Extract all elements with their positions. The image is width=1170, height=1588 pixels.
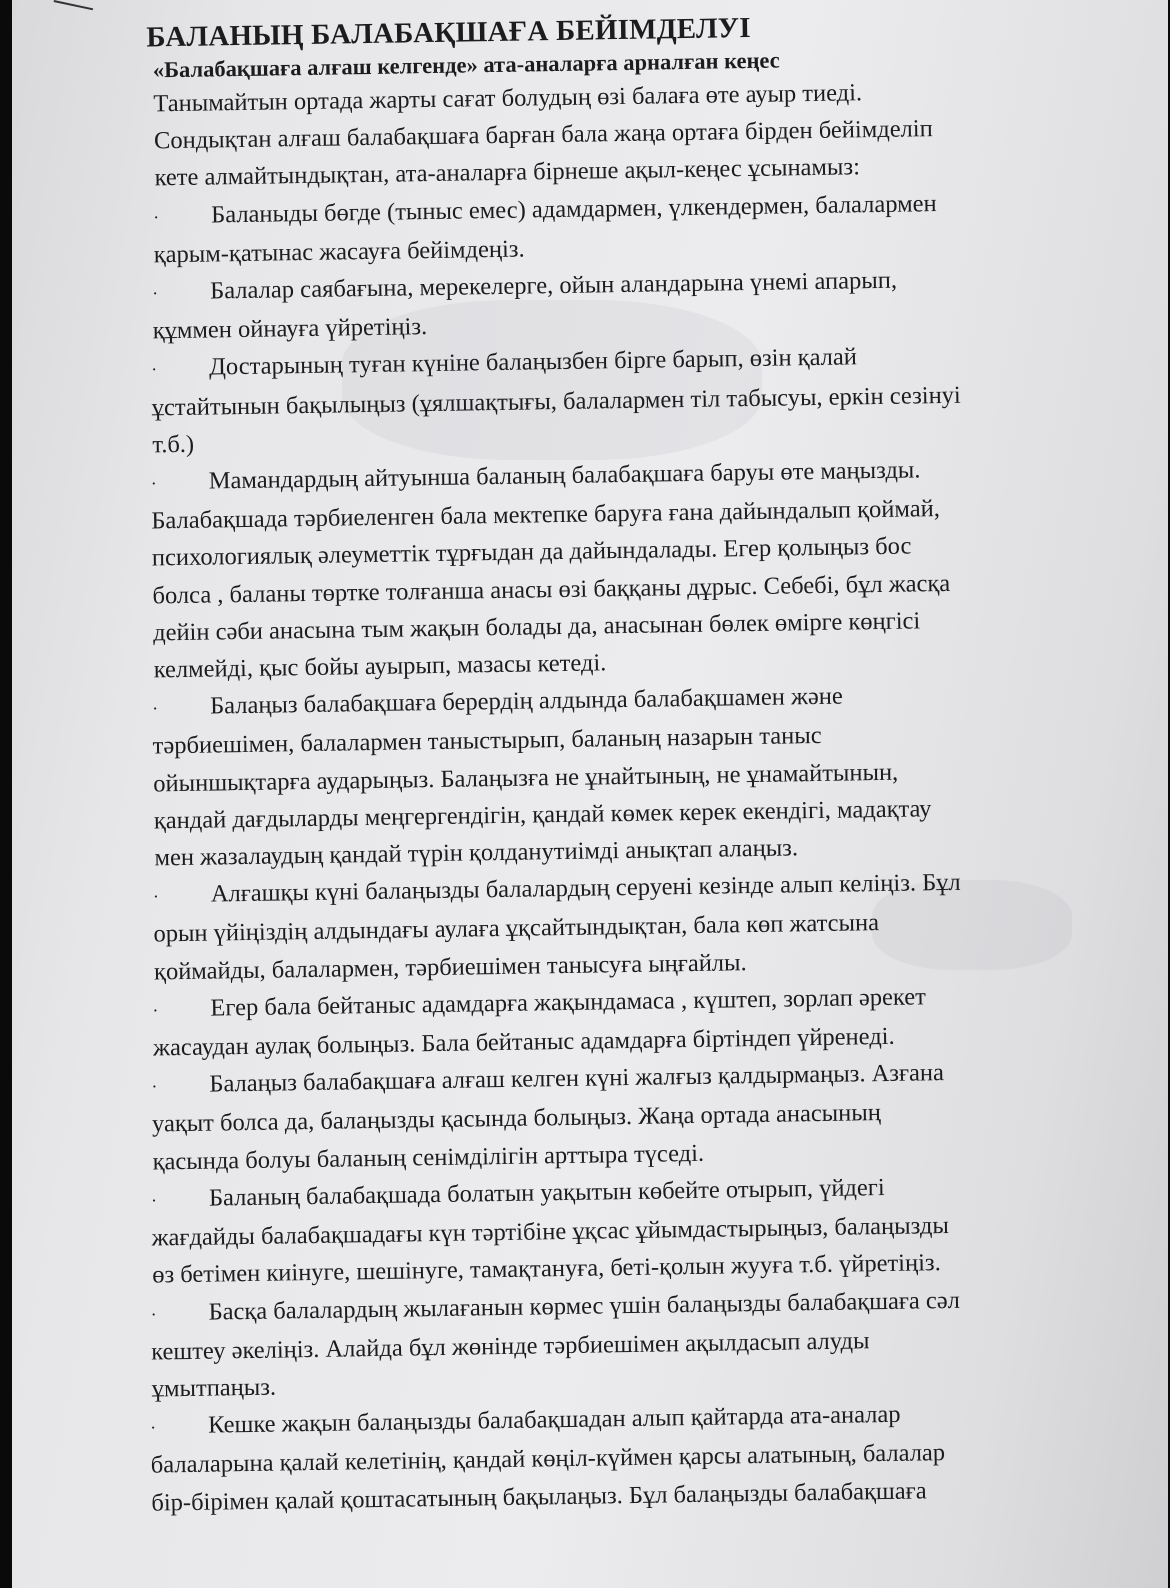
bullet-marker: ·: [152, 283, 159, 304]
advice-item-text: Баланың балабақшада болатын уақытын көбейте отырып, үйдегі: [208, 1173, 885, 1212]
bullet-marker: ·: [153, 206, 160, 227]
advice-item-text: Басқа балалардың жылағанын көрмес үшін балаңызды балабақшаға сәл: [208, 1286, 961, 1326]
intro-line: кете алмайтындықтан, ата-аналарға бірнеше ақыл-кеңес ұсынамыз:: [154, 153, 861, 192]
advice-item: [151, 335, 1119, 464]
advice-list: [115, 182, 1136, 1522]
advice-item-line: тәрбиешімен, балалармен таныстырып, баланың назарын таныс: [152, 722, 822, 760]
advice-item-line: қандай дағдыларды меңгергендігін, қандай көмек керек екендігі, мадақтау: [153, 795, 932, 835]
advice-item-text: Егер бала бейтаныс адамдарға жақындамаса , күштеп, зорлап әрекет: [210, 983, 927, 1022]
corner-mark: [50, 0, 93, 26]
advice-item-line: жағдайды балабақшадағы күн тәртібіне ұқсас ұйымдастырыңыз, балаңызды: [151, 1212, 950, 1252]
intro-line: Сондықтан алғаш балабақшаға барған бала жаңа ортаға бірден бейімделіп: [153, 115, 933, 155]
advice-item-text: Кешке жақын балаңызды балабақшадан алып қайтарда ата-аналар: [207, 1400, 901, 1439]
bullet-marker: ·: [152, 886, 160, 907]
document-title: БАЛАНЫҢ БАЛАБАҚШАҒА БЕЙІМДЕЛУІ: [146, 11, 751, 54]
bullet-marker: ·: [150, 473, 157, 494]
bullet-marker: ·: [151, 359, 158, 380]
advice-item-text: Балаңыз балабақшаға берердің алдында балабақшамен және: [209, 682, 843, 720]
advice-item-line: ұстайтынын бақылыңыз (ұялшақтығы, балалармен тіл табысуы, еркін сезінуі: [151, 381, 961, 422]
bullet-marker: ·: [152, 1000, 159, 1021]
intro-line: Танымайтын ортада жарты сағат болудың өзі балаға өте ауыр тиеді.: [153, 79, 863, 118]
advice-item-text: Балалар саябағына, мерекелерге, ойын аландарына үнемі апарып,: [209, 266, 898, 305]
advice-item-text: Алғашқы күні балаңызды балалардың серуені кезінде алып келіңіз. Бұл: [210, 869, 961, 908]
advice-item-line: дейін сәби анасына тым жақын болады да, анасынан бөлек өмірге көңгісі: [152, 607, 921, 647]
document-body: [112, 0, 1136, 1522]
advice-item: [150, 1392, 1136, 1521]
advice-item-text: Балаңыз балабақшаға алғаш келген күні жалғыз қалдырмаңыз. Азғана: [209, 1059, 945, 1098]
advice-item-line: келмейді, қыс бойы ауырып, мазасы кетеді.: [153, 649, 607, 684]
advice-item: [150, 1279, 1133, 1408]
advice-item-text: Достарының туған күніне балаңызбен бірге барып, өзін қалай: [208, 343, 858, 381]
document-subtitle: «Балабақшаға алғаш келгенде» ата-аналарға арналған кеңес: [152, 47, 780, 83]
bullet-marker: ·: [150, 1303, 157, 1325]
paper-sheet: [12, 0, 1168, 1588]
advice-item-line: балаларына қалай келетінің, қандай көңіл-күймен қарсы алатының, балалар: [150, 1439, 946, 1479]
advice-item-line: уақыт болса да, балаңызды қасында болыңыз. Жаңа ортада анасының: [151, 1099, 882, 1138]
advice-item-line: қоймайды, балалармен, тәрбиешімен танысуға ыңғайлы.: [153, 948, 747, 986]
advice-item-line: болса , баланы төртке толғанша анасы өзі баққаны дұрыс. Себебі, бұл жасқа: [152, 569, 951, 610]
advice-item-line: жасаудан аулақ болыңыз. Бала бейтаныс адамдарға біртіндеп үйренеді.: [152, 1022, 895, 1062]
bullet-marker: ·: [150, 1417, 157, 1438]
advice-item-line: кештеу әкеліңіз. Алайда бұл жөнінде тәрбиешімен ақылдасып алуды: [150, 1326, 870, 1366]
bullet-marker: ·: [150, 1190, 158, 1211]
advice-item-line: құммен ойнауға үйретіңіз.: [152, 313, 428, 345]
advice-item-line: қарым-қатынас жасауға бейімдеңіз.: [153, 235, 525, 269]
advice-item-line: орын үйіңіздің алдындағы аулаға ұқсайтындықтан, бала көп жатсына: [153, 909, 880, 948]
advice-item-line: т.б.): [152, 430, 195, 459]
advice-item-line: ойыншықтарға аударыңыз. Балаңызға не ұнайтының, не ұнамайтынын,: [153, 758, 899, 798]
advice-item: [152, 673, 1126, 876]
advice-item-line: қасында болуы баланың сенімділігін арттыра түседі.: [152, 1139, 705, 1176]
bullet-marker: ·: [151, 698, 159, 719]
advice-item: [151, 1051, 1130, 1180]
advice-item: [151, 1165, 1132, 1294]
advice-item-text: Баланыды бөгде (тыныс емес) адамдармен, үлкендермен, балалармен: [210, 189, 937, 229]
advice-item-line: мен жазалаудың қандай түрін қолданутиімді анықтап алаңыз.: [154, 834, 799, 872]
advice-item-line: ұмытпаңыз.: [151, 1373, 277, 1403]
intro-paragraph: [153, 70, 1115, 197]
advice-item-line: бір-бірімен қалай қоштасатының бақылаңыз. Бұл балаңызды балабақшаға: [151, 1476, 927, 1517]
advice-item: [153, 861, 1128, 990]
advice-item-line: Балабақшада тәрбиеленген бала мектепке баруға ғана дайындалып қоймай,: [151, 495, 941, 535]
advice-item-line: психологиялық әлеуметтік тұрғыдан да дайындалады. Егер қолыңыз бос: [151, 532, 912, 572]
advice-item-line: өз бетімен киінуге, шешінуге, тамақтануға, беті-қолын жууға т.б. үйретіңіз.: [151, 1249, 941, 1289]
advice-item: [150, 448, 1122, 688]
advice-item-text: Мамандардың айтуынша баланың балабақшаға баруы өте маңызды.: [208, 456, 921, 495]
bullet-marker: ·: [151, 1076, 158, 1097]
